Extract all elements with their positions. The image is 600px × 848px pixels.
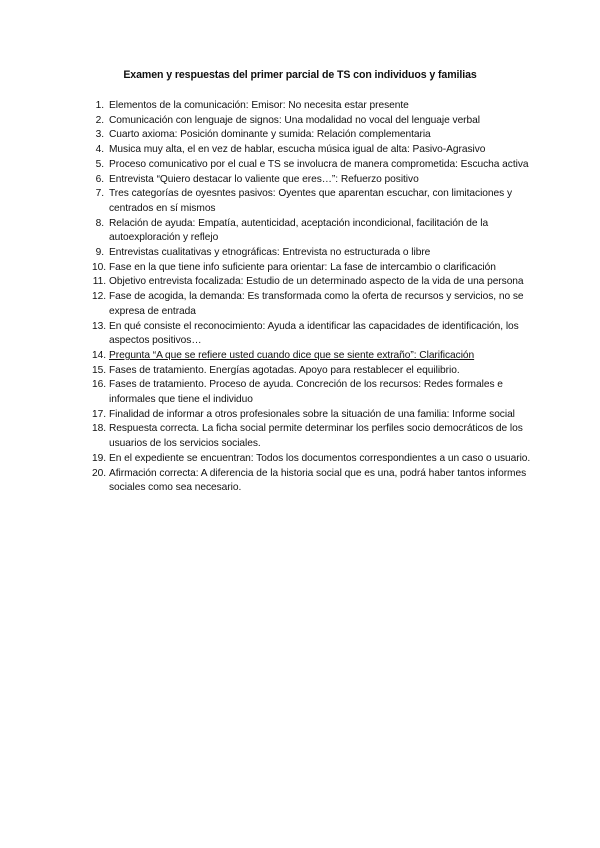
list-item-text: Afirmación correcta: A diferencia de la historia social que es una, podrá haber tantos informes sociales como sea necesario. [109,467,527,494]
list-item-text: Tres categorías de oyesntes pasivos: Oyentes que aparentan escuchar, con limitaciones y centrados en sí mismos [109,188,512,214]
list-item [0,173,600,188]
list-item-number: 20. [91,467,106,479]
list-item-text: Cuarto axioma: Posición dominante y sumida: Relación complementaria [109,129,431,141]
list-item-text: Entrevista “Quiero destacar lo valiente que eres…”: Refuerzo positivo [109,173,419,185]
list-item-number: 14. [91,349,106,361]
list-item-number: 2. [95,114,104,126]
list-item [0,158,600,173]
list-item-number: 11. [92,276,106,288]
list-item [0,143,600,158]
list-item-text: Finalidad de informar a otros profesionales sobre la situación de una familia: Informe social [109,408,515,420]
list-item-text: Pregunta “A que se refiere usted cuando dice que se siente extraño”: Clarificación [109,349,475,361]
list-item-number: 8. [95,217,104,229]
list-item-text: Objetivo entrevista focalizada: Estudio de un determinado aspecto de la vida de una persona [109,276,524,288]
list-item-number: 1. [95,100,104,111]
list-item-number: 16. [91,379,106,391]
list-item-number: 19. [91,452,106,464]
list-item-text: Fase de acogida, la demanda: Es transformada como la oferta de recursos y servicios, no se expresa de entrada [109,291,524,317]
list-item-number: 12. [91,291,106,303]
list-item [0,320,600,349]
list-item [0,467,600,496]
list-item [0,246,600,261]
list-item [0,275,600,290]
list-item [0,349,600,364]
list-item-number: 4. [95,144,104,156]
list-item-number: 6. [95,173,104,185]
list-item [0,187,600,216]
list-item-text: En el expediente se encuentran: Todos los documentos correspondientes a un caso o usuario. [109,452,531,464]
list-item [0,378,600,407]
list-item [0,364,600,379]
list-item-number: 15. [91,364,106,376]
list-item [0,261,600,276]
list-item-text: Fases de tratamiento. Energías agotadas. Apoyo para restablecer el equilibrio. [109,364,460,376]
list-item-number: 17. [91,408,106,420]
list-item-number: 18. [91,423,106,435]
document-title: Examen y respuestas del primer parcial de TS con individuos y familias [123,69,477,81]
list-item [0,290,600,319]
list-item-text: Fase en la que tiene info suficiente para orientar: La fase de intercambio o clarificación [109,261,496,273]
list-item-text: Entrevistas cualitativas y etnográficas: Entrevista no estructurada o libre [109,247,431,259]
list-item [0,408,600,423]
list-item [0,99,600,114]
list-item [0,114,600,129]
list-item-text: Proceso comunicativo por el cual e TS se involucra de manera comprometida: Escucha activa [109,158,529,170]
list-item-number: 5. [95,158,104,170]
list-item-text: Fases de tratamiento. Proceso de ayuda. Concreción de los recursos: Redes formales e informales que tiene el individuo [109,379,503,406]
list-item-text: Relación de ayuda: Empatía, autenticidad, aceptación incondicional, facilitación de la autoexploración y reflejo [109,217,489,244]
list-item-number: 13. [91,320,106,332]
list-item-text: Musica muy alta, el en vez de hablar, escucha música igual de alta: Pasivo-Agrasivo [109,144,486,156]
list-item [0,452,600,467]
list-item-text: Comunicación con lenguaje de signos: Una modalidad no vocal del lenguaje verbal [109,114,480,126]
list-item [0,128,600,143]
list-item-number: 3. [95,129,104,141]
list-item [0,422,600,451]
list-item-number: 9. [95,247,104,259]
list-item-text: Respuesta correcta. La ficha social permite determinar los perfiles socio democráticos de los usuarios de los servicios sociales. [109,423,523,450]
list-item-text: En qué consiste el reconocimiento: Ayuda a identificar las capacidades de identificación, los aspectos positivos… [109,320,519,347]
list-item-text: Elementos de la comunicación: Emisor: No necesita estar presente [109,100,409,111]
list-item [0,217,600,246]
answer-list [0,99,600,496]
list-item-number: 7. [95,188,104,200]
list-item-number: 10. [91,261,106,273]
